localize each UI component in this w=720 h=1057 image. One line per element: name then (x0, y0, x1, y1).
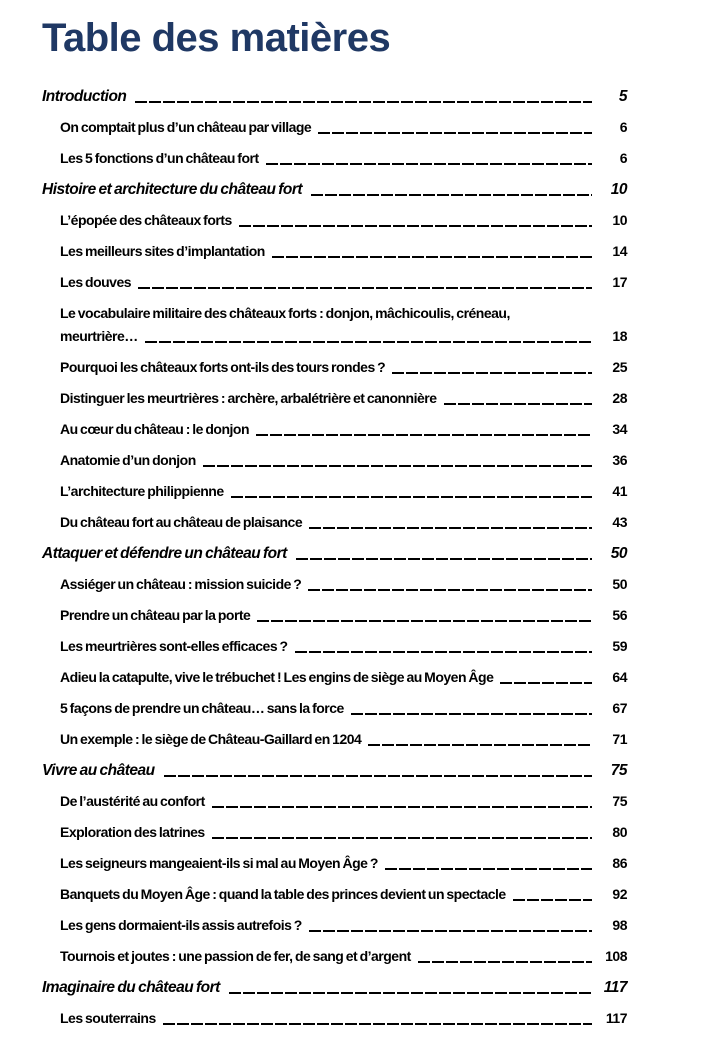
dotted-leader (418, 961, 592, 963)
toc-page-number: 117 (603, 979, 627, 996)
toc-page-number: 117 (605, 1010, 627, 1026)
toc-entry-label: L’architecture philippienne (60, 483, 224, 499)
dotted-leader (138, 287, 592, 289)
toc-entry[interactable] (60, 855, 627, 872)
toc-entry-label: L’épopée des châteaux forts (60, 212, 232, 228)
toc-entry-label: Distinguer les meurtrières : archère, arbalétrière et canonnière (60, 390, 437, 406)
toc-page-number: 14 (612, 243, 627, 259)
toc-page-number: 56 (612, 607, 627, 623)
toc-page-number: 71 (612, 731, 627, 747)
toc-page-number: 36 (612, 452, 627, 468)
dotted-leader (163, 1023, 592, 1025)
toc-entry[interactable] (60, 1010, 627, 1027)
toc-entry[interactable] (60, 607, 627, 624)
table-of-contents (42, 88, 627, 1027)
toc-entry-label: 5 façons de prendre un château… sans la force (60, 700, 344, 716)
toc-entry-label: Banquets du Moyen Âge : quand la table des princes devient un spectacle (60, 886, 506, 902)
dotted-leader (164, 775, 592, 777)
toc-entry-label: Les gens dormaient-ils assis autrefois ? (60, 917, 302, 933)
dotted-leader (444, 403, 592, 405)
toc-entry[interactable] (60, 212, 627, 229)
toc-entry-label: Introduction (42, 88, 127, 105)
toc-entry-label-continued: meurtrière… (60, 328, 138, 344)
toc-entry[interactable] (60, 452, 627, 469)
toc-entry-label: Le vocabulaire militaire des châteaux forts : donjon, mâchicoulis, créneau, (60, 305, 510, 321)
toc-entry-label: De l’austérité au confort (60, 793, 205, 809)
dotted-leader (266, 163, 592, 165)
dotted-leader (500, 682, 592, 684)
dotted-leader (351, 713, 592, 715)
dotted-leader (368, 744, 592, 746)
toc-entry-label: Prendre un château par la porte (60, 607, 251, 623)
dotted-leader (308, 589, 592, 591)
toc-entry-label: Les meilleurs sites d’implantation (60, 243, 265, 259)
dotted-leader (311, 194, 592, 196)
toc-entry-label: Vivre au château (42, 762, 155, 779)
toc-entry[interactable] (60, 948, 627, 965)
toc-entry-label: Les 5 fonctions d’un château fort (60, 150, 259, 166)
toc-entry-label: Les souterrains (60, 1010, 156, 1026)
toc-page-number: 34 (612, 421, 627, 437)
toc-entry[interactable] (60, 119, 627, 136)
dotted-leader (257, 620, 592, 622)
dotted-leader (309, 527, 592, 529)
toc-entry-line2 (60, 328, 627, 345)
dotted-leader (296, 558, 592, 560)
toc-page-number: 5 (618, 88, 627, 105)
toc-page-number: 92 (612, 886, 627, 902)
toc-entry[interactable] (60, 421, 627, 438)
dotted-leader (256, 434, 592, 436)
dotted-leader (318, 132, 592, 134)
toc-entry-label: Les meurtrières sont-elles efficaces ? (60, 638, 288, 654)
dotted-leader (295, 651, 592, 653)
toc-entry-label: Pourquoi les châteaux forts ont-ils des tours rondes ? (60, 359, 386, 375)
dotted-leader (272, 256, 592, 258)
toc-page-number: 64 (612, 669, 627, 685)
toc-entry[interactable] (60, 514, 627, 531)
toc-page-number: 86 (612, 855, 627, 871)
toc-entry-label: Histoire et architecture du château fort (42, 181, 303, 198)
toc-page-number: 25 (612, 359, 627, 375)
dotted-leader (513, 899, 592, 901)
toc-entry-label: Les seigneurs mangeaient-ils si mal au Moyen Âge ? (60, 855, 378, 871)
dotted-leader (135, 101, 592, 103)
toc-entry[interactable] (60, 390, 627, 407)
toc-entry[interactable] (42, 181, 627, 198)
dotted-leader (203, 465, 592, 467)
toc-entry[interactable] (60, 638, 627, 655)
toc-page-number: 108 (605, 948, 627, 964)
dotted-leader (309, 930, 592, 932)
toc-entry[interactable] (60, 576, 627, 593)
toc-page-number: 98 (612, 917, 627, 933)
toc-entry[interactable] (60, 483, 627, 500)
dotted-leader (392, 372, 592, 374)
toc-entry[interactable] (60, 669, 627, 686)
dotted-leader (145, 341, 592, 343)
toc-entry[interactable] (60, 824, 627, 841)
toc-entry[interactable] (60, 700, 627, 717)
toc-entry-label: Exploration des latrines (60, 824, 205, 840)
toc-entry-label: Les douves (60, 274, 132, 290)
dotted-leader (212, 806, 592, 808)
toc-page-number: 43 (612, 514, 627, 530)
toc-entry[interactable] (60, 359, 627, 376)
toc-entry-label: Un exemple : le siège de Château-Gaillard en 1204 (60, 731, 362, 747)
toc-page-number: 50 (612, 576, 627, 592)
toc-entry[interactable] (60, 886, 627, 903)
dotted-leader (212, 837, 592, 839)
dotted-leader (385, 868, 592, 870)
toc-page-number: 80 (612, 824, 627, 840)
dotted-leader (231, 496, 592, 498)
toc-page-number: 18 (612, 328, 627, 344)
toc-entry-label: Adieu la catapulte, vive le trébuchet ! Les engins de siège au Moyen Âge (60, 669, 494, 685)
toc-page-number: 10 (612, 212, 627, 228)
toc-page-number: 75 (612, 793, 627, 809)
toc-page-number: 59 (612, 638, 627, 654)
toc-page-number: 28 (612, 390, 627, 406)
toc-entry-label: Tournois et joutes : une passion de fer, de sang et d’argent (60, 948, 411, 964)
toc-entry-label: Au cœur du château : le donjon (60, 421, 249, 437)
toc-entry[interactable] (60, 305, 627, 345)
toc-entry[interactable] (60, 731, 627, 748)
toc-entry-label: Attaquer et défendre un château fort (42, 545, 287, 562)
dotted-leader (229, 992, 592, 994)
toc-entry[interactable] (42, 979, 627, 996)
toc-entry-label: Du château fort au château de plaisance (60, 514, 303, 530)
toc-page-number: 75 (610, 762, 627, 779)
dotted-leader (239, 225, 592, 227)
toc-page-number: 6 (619, 119, 627, 135)
toc-entry-label: Assiéger un château : mission suicide ? (60, 576, 302, 592)
toc-entry[interactable] (42, 88, 627, 105)
toc-entry-label: Anatomie d’un donjon (60, 452, 196, 468)
toc-page-number: 10 (610, 181, 627, 198)
toc-entry[interactable] (42, 545, 627, 562)
toc-entry[interactable] (60, 793, 627, 810)
toc-entry[interactable] (60, 150, 627, 167)
toc-page-number: 67 (612, 700, 627, 716)
toc-page-number: 6 (619, 150, 627, 166)
toc-entry[interactable] (60, 274, 627, 291)
toc-entry-label: On comptait plus d’un château par village (60, 119, 312, 135)
toc-entry[interactable] (60, 243, 627, 260)
toc-page-number: 50 (610, 545, 627, 562)
toc-entry[interactable] (60, 917, 627, 934)
toc-entry[interactable] (42, 762, 627, 779)
toc-page-number: 41 (612, 483, 627, 499)
page-title: Table des matières (42, 16, 391, 60)
toc-page-number: 17 (612, 274, 627, 290)
toc-entry-label: Imaginaire du château fort (42, 979, 220, 996)
